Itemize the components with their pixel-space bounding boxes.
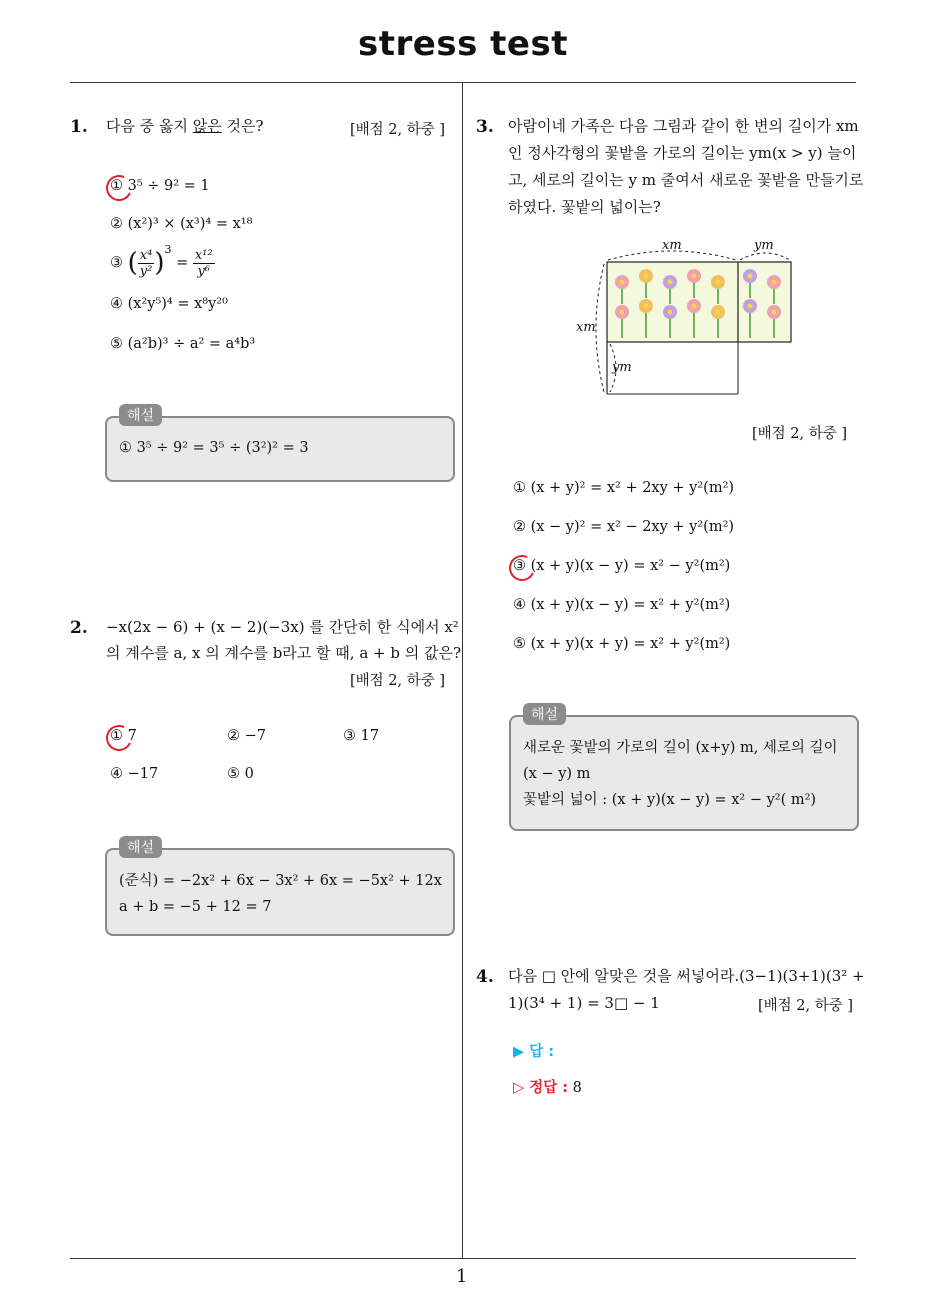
column-divider	[462, 83, 463, 1258]
q4-answer-label[interactable]: ▶ 답 :	[513, 1044, 555, 1060]
q3-line-4: 하였다. 꽃밭의 넓이는?	[508, 198, 661, 216]
q3-choice-2[interactable]: ② (x − y)² = x² − 2xy + y²(m²)	[513, 519, 735, 535]
q3-solution-line-3: 꽃밭의 넓이 : (x + y)(x − y) = x² − y²( m²)	[523, 792, 817, 808]
q1-score: [배점 2, 하중 ]	[350, 122, 446, 138]
q1-solution-label: 해설	[119, 404, 162, 426]
q1-solution-box	[105, 416, 455, 482]
q3-label-top-x: xm	[662, 238, 682, 253]
q3-number: 3.	[476, 117, 494, 137]
q2-number: 2.	[70, 618, 88, 638]
q3-line-1: 아람이네 가족은 다음 그림과 같이 한 변의 길이가 xm	[508, 117, 859, 135]
q3-label-inner-y: ym	[612, 360, 632, 375]
q4-line-2: 1)(3⁴ + 1) = 3□ − 1	[508, 994, 660, 1012]
q3-solution-line-2: (x − y) m	[523, 766, 591, 782]
q2-choice-1[interactable]: ① 7	[110, 728, 137, 744]
q2-choice-5[interactable]: ⑤ 0	[227, 766, 254, 782]
q2-solution-box	[105, 848, 455, 936]
q4-correct-value: 8	[572, 1080, 582, 1096]
q4-score: [배점 2, 하중 ]	[758, 998, 854, 1014]
q2-choice-4[interactable]: ④ −17	[110, 766, 159, 782]
q2-choice-2[interactable]: ② −7	[227, 728, 266, 744]
q4-number: 4.	[476, 967, 494, 987]
q3-choice-3[interactable]: ③ (x + y)(x − y) = x² − y²(m²)	[513, 558, 731, 574]
q1-choice-3-frac1: $\frac{\text{x⁴}}{\text{y²}}$	[139, 247, 153, 279]
header-divider	[70, 82, 856, 83]
q2-line-2: 의 계수를 a, x 의 계수를 b라고 할 때, a + b 의 값은?	[106, 644, 462, 662]
q2-solution-line-1: (준식) = −2x² + 6x − 3x² + 6x = −5x² + 12x	[119, 873, 442, 889]
q1-choice-4[interactable]: ④ (x²y⁵)⁴ = x⁸y²⁰	[110, 296, 228, 312]
q3-score: [배점 2, 하중 ]	[752, 426, 848, 442]
q1-text-pre: 다음 중 옳지	[106, 117, 193, 135]
q3-solution-line-1: 새로운 꽃밭의 가로의 길이 (x+y) m, 세로의 길이	[523, 740, 838, 756]
q1-choice-3[interactable]: ③ ( $\frac{\text{x⁴}}{\text{y²}}$ )$^3$ = $\frac{\text{x¹²}}{\text{y⁶}}$	[110, 243, 213, 279]
page-title: stress test	[358, 24, 568, 64]
q4-correct-label: ▷ 정답 :	[513, 1080, 569, 1096]
q1-choice-3-frac2: $\frac{\text{x¹²}}{\text{y⁶}}$	[194, 247, 213, 279]
q1-choice-2[interactable]: ② (x²)³ × (x³)⁴ = x¹⁸	[110, 216, 253, 232]
q2-choice-3[interactable]: ③ 17	[343, 728, 380, 744]
q4-correct-answer	[513, 1076, 582, 1097]
q3-choice-5[interactable]: ⑤ (x + y)(x + y) = x² + y²(m²)	[513, 636, 731, 652]
q4-line-1: 다음 □ 안에 알맞은 것을 써넣어라.(3−1)(3+1)(3² +	[508, 967, 865, 985]
q3-label-left-x: xm	[576, 320, 596, 335]
q3-label-top-y: ym	[754, 238, 774, 253]
q1-choice-3-num: ③	[110, 255, 123, 271]
page-number: 1	[456, 1266, 468, 1287]
q1-number: 1.	[70, 117, 88, 137]
q3-line-3: 고, 세로의 길이는 y m 줄여서 새로운 꽃밭을 만들기로	[508, 171, 864, 189]
q1-choice-5[interactable]: ⑤ (a²b)³ ÷ a² = a⁴b³	[110, 336, 256, 352]
q3-solution-label: 해설	[523, 703, 566, 725]
q2-line-1: −x(2x − 6) + (x − 2)(−3x) 를 간단히 한 식에서 x²	[106, 618, 459, 636]
q1-solution-text: ① 3⁵ ÷ 9² = 3⁵ ÷ (3²)² = 3	[119, 440, 309, 456]
flower-garden-diagram	[570, 234, 810, 404]
footer-divider	[70, 1258, 856, 1259]
q1-text-post: 것은?	[221, 117, 264, 135]
q1-choice-1[interactable]: ① 3⁵ ÷ 9² = 1	[110, 178, 210, 194]
q3-choice-4[interactable]: ④ (x + y)(x − y) = x² + y²(m²)	[513, 597, 731, 613]
q3-choice-1[interactable]: ① (x + y)² = x² + 2xy + y²(m²)	[513, 480, 735, 496]
q3-flower-figure	[570, 234, 810, 404]
q2-solution-label: 해설	[119, 836, 162, 858]
q3-solution-box	[509, 715, 859, 831]
q2-score: [배점 2, 하중 ]	[350, 673, 446, 689]
q3-line-2: 인 정사각형의 꽃밭을 가로의 길이는 ym(x > y) 늘이	[508, 144, 857, 162]
q1-question	[106, 113, 264, 140]
q2-solution-line-2: a + b = −5 + 12 = 7	[119, 899, 272, 915]
q1-text-underline: 않은	[192, 117, 222, 135]
